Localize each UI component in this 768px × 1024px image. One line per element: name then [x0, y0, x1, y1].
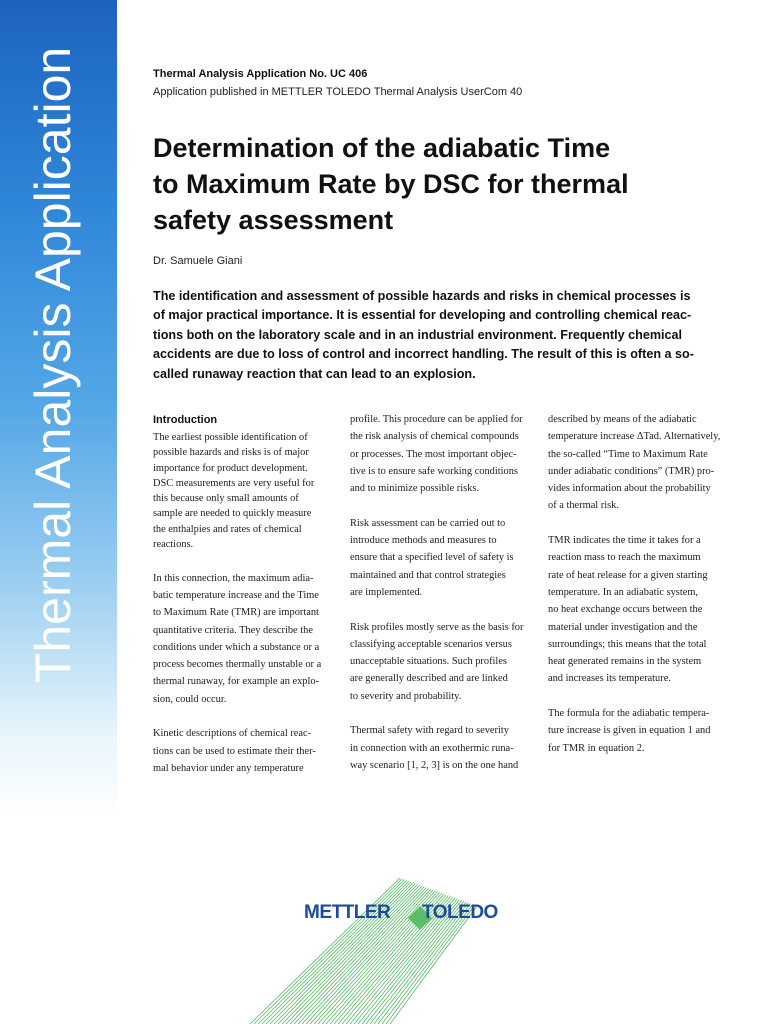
text-line: Risk profiles mostly serve as the basis for: [350, 621, 524, 633]
text-line: the so-called “Time to Maximum Rate: [548, 448, 708, 460]
text-line: rate of heat release for a given starting: [548, 569, 708, 581]
application-number: Thermal Analysis Application No. UC 406: [153, 68, 368, 80]
abstract-line: of major practical importance. It is essential for developing and controlling chemical reac-: [153, 308, 692, 323]
text-line: vides information about the probability: [548, 483, 711, 495]
text-line: temperature. In an adiabatic system,: [548, 586, 699, 598]
text-line: maintained and that control strategies: [350, 569, 506, 581]
text-line: material under investigation and the: [548, 621, 698, 633]
text-line: classifying acceptable scenarios versus: [350, 638, 512, 650]
abstract: [153, 287, 733, 384]
text-line: Thermal safety with regard to severity: [350, 725, 509, 737]
text-line: no heat exchange occurs between the: [548, 604, 703, 616]
title-line: to Maximum Rate by DSC for thermal: [153, 169, 629, 199]
paragraph: [548, 532, 734, 688]
text-line: the enthalpies and rates of chemical: [153, 523, 302, 535]
paragraph: [548, 705, 734, 757]
text-line: importance for product development.: [153, 462, 308, 474]
publication-note: Application published in METTLER TOLEDO Thermal Analysis UserCom 40: [153, 86, 523, 98]
text-line: introduce methods and measures to: [350, 535, 497, 547]
text-line: tions can be used to estimate their ther-: [153, 745, 316, 757]
abstract-line: accidents are due to loss of control and incorrect handling. The result of this is often a so-: [153, 347, 694, 362]
text-line: ture increase is given in equation 1 and: [548, 725, 711, 737]
text-line: are implemented.: [350, 586, 423, 598]
text-column-2: [350, 411, 536, 774]
text-line: ensure that a specified level of safety is: [350, 552, 514, 564]
text-line: in connection with an exothermic runa-: [350, 742, 514, 754]
text-line: sion, could occur.: [153, 693, 227, 705]
paragraph: [350, 515, 536, 601]
logo-diagonal-lines-mark: [240, 870, 540, 1024]
section-heading-introduction: Introduction: [153, 414, 218, 426]
text-column-3: [548, 411, 734, 757]
text-line: to Maximum Rate (TMR) are important: [153, 607, 319, 619]
paragraph: [548, 411, 734, 515]
author: Dr. Samuele Giani: [153, 255, 243, 267]
text-line: The formula for the adiabatic tempera-: [548, 708, 710, 720]
text-line: for TMR in equation 2.: [548, 742, 645, 754]
text-line: and increases its temperature.: [548, 673, 671, 685]
abstract-line: called runaway reaction that can lead to an explosion.: [153, 366, 476, 381]
text-line: heat generated remains in the system: [548, 656, 702, 668]
text-line: tive is to ensure safe working conditions: [350, 465, 518, 477]
text-line: temperature increase ΔTad. Alternatively,: [548, 431, 721, 443]
text-line: mal behavior under any temperature: [153, 762, 304, 774]
text-line: surroundings; this means that the total: [548, 638, 707, 650]
text-line: profile. This procedure can be applied for: [350, 414, 523, 425]
text-line: this because only small amounts of: [153, 493, 299, 505]
text-line: DSC measurements are very useful for: [153, 477, 315, 489]
text-line: Kinetic descriptions of chemical reac-: [153, 728, 312, 740]
text-line: The earliest possible identification of: [153, 432, 308, 443]
paragraph: [350, 619, 536, 705]
text-line: reactions.: [153, 539, 194, 551]
text-line: process becomes thermally unstable or a: [153, 659, 322, 671]
text-line: thermal runaway, for example an explo-: [153, 676, 320, 688]
sidebar-title: Thermal Analysis Application: [25, 46, 81, 684]
text-line: sample are needed to quickly measure: [153, 508, 312, 520]
abstract-line: tions both on the laboratory scale and in an industrial environment. Frequently chemical: [153, 327, 683, 342]
text-line: and to minimize possible risks.: [350, 483, 480, 495]
text-line: to severity and probability.: [350, 690, 462, 702]
paragraph: [153, 725, 339, 777]
paragraph: [153, 430, 339, 552]
text-line: described by means of the adiabatic: [548, 414, 697, 425]
title-line: safety assessment: [153, 205, 394, 235]
logo-text-toledo: TOLEDO: [422, 902, 498, 923]
abstract-line: The identification and assessment of possible hazards and risks in chemical processes is: [153, 289, 691, 303]
text-line: of a thermal risk.: [548, 500, 619, 512]
title-line: Determination of the adiabatic Time: [153, 133, 611, 163]
text-line: way scenario [1, 2, 3] is on the one hand: [350, 759, 519, 771]
text-line: quantitative criteria. They describe the: [153, 624, 313, 636]
text-line: In this connection, the maximum adia-: [153, 572, 314, 584]
text-line: TMR indicates the time it takes for a: [548, 535, 701, 547]
text-line: under adiabatic conditions” (TMR) pro-: [548, 465, 715, 477]
paragraph: [350, 411, 536, 497]
page-title: [153, 130, 713, 238]
logo-line: [250, 878, 400, 1024]
text-line: Risk assessment can be carried out to: [350, 517, 506, 529]
text-line: reaction mass to reach the maximum: [548, 552, 701, 564]
text-line: or processes. The most important objec-: [350, 448, 517, 460]
logo-text-mettler: METTLER: [304, 902, 391, 923]
text-column-1: [153, 411, 339, 777]
sidebar-band: [0, 0, 117, 820]
mettler-toledo-logo: [240, 870, 540, 1024]
text-line: are generally described and are linked: [350, 673, 508, 685]
text-line: batic temperature increase and the Time: [153, 589, 319, 601]
text-line: conditions under which a substance or a: [153, 641, 320, 653]
text-line: the risk analysis of chemical compounds: [350, 431, 519, 443]
text-line: possible hazards and risks is of major: [153, 447, 309, 459]
paragraph: [350, 722, 536, 774]
paragraph: [153, 570, 339, 708]
text-line: unacceptable situations. Such profiles: [350, 656, 507, 668]
